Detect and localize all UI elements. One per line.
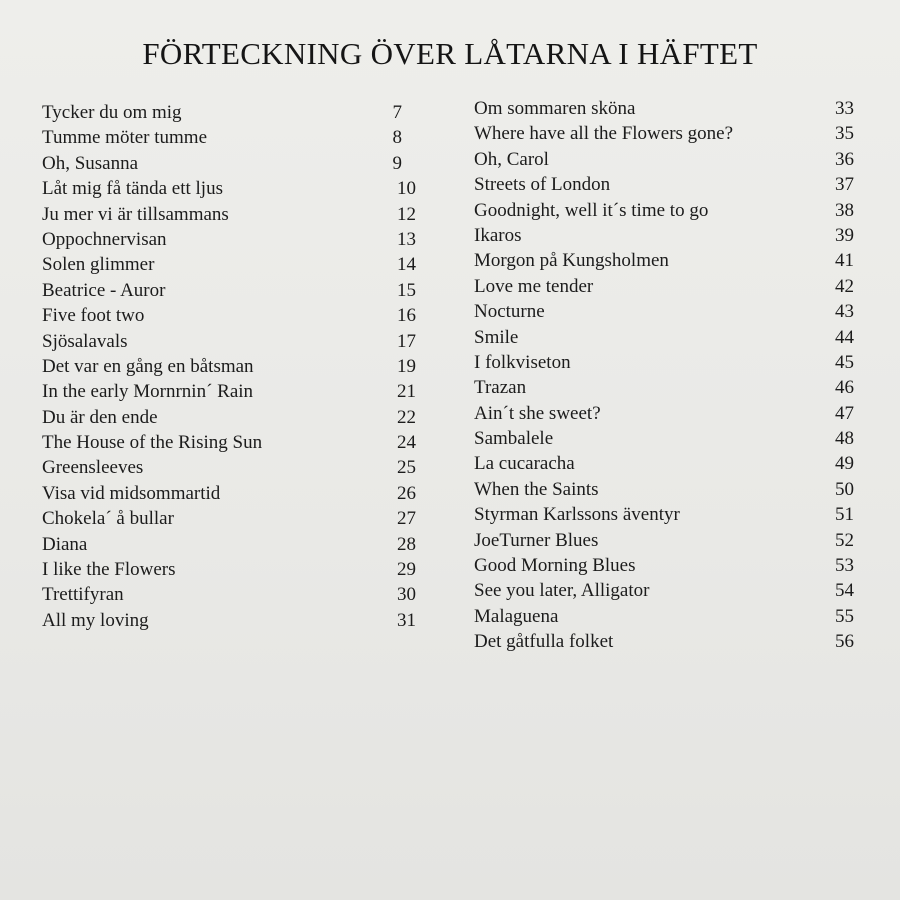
song-entry — [474, 96, 854, 121]
page-number: 38 — [835, 199, 854, 221]
song-entry — [474, 553, 854, 578]
song-entry — [474, 325, 854, 350]
page-number: 53 — [835, 555, 854, 577]
song-title: Sambalele — [474, 428, 554, 450]
song-title: The House of the Rising Sun — [42, 432, 263, 454]
song-title: Diana — [42, 533, 88, 555]
song-entry — [474, 223, 854, 248]
page-number: 47 — [835, 402, 854, 424]
song-title: In the early Mornrnin´ Rain — [42, 381, 254, 403]
song-title: Tumme möter tumme — [42, 127, 208, 149]
song-title: Styrman Karlssons äventyr — [474, 504, 680, 526]
song-title: Oh, Carol — [474, 148, 549, 170]
song-entry — [42, 125, 416, 150]
song-entry — [42, 532, 416, 557]
song-title: Oh, Susanna — [42, 152, 139, 174]
song-entry — [42, 303, 416, 328]
song-entry — [42, 455, 416, 480]
page-number: 50 — [835, 478, 854, 500]
song-entry — [474, 502, 854, 527]
song-title: When the Saints — [474, 478, 599, 500]
page-number: 39 — [835, 224, 854, 246]
page-number: 29 — [397, 559, 416, 581]
song-title: Solen glimmer — [42, 254, 155, 276]
song-title: Streets of London — [474, 174, 611, 196]
song-entry — [474, 248, 854, 273]
song-entry — [42, 379, 416, 404]
song-entry — [474, 375, 854, 400]
song-title: Ikaros — [474, 224, 522, 246]
song-title: Love me tender — [474, 275, 594, 297]
song-entry — [474, 147, 854, 172]
song-title: I like the Flowers — [42, 559, 176, 581]
page-title: FÖRTECKNING ÖVER LÅTARNA I HÄFTET — [142, 36, 758, 71]
page-number: 9 — [392, 152, 402, 174]
song-entry — [42, 100, 416, 125]
song-title: Chokela´ å bullar — [42, 508, 174, 530]
song-entry — [474, 121, 854, 146]
page-number: 28 — [397, 533, 416, 555]
song-entry — [474, 451, 854, 476]
page-number: 41 — [835, 250, 854, 272]
page-number: 45 — [835, 351, 854, 373]
song-list-right — [474, 96, 854, 655]
song-title: I folkviseton — [474, 351, 571, 373]
song-entry — [474, 401, 854, 426]
song-entry — [474, 629, 854, 654]
song-title: Goodnight, well it´s time to go — [474, 199, 709, 221]
song-entry — [474, 299, 854, 324]
page-number: 27 — [397, 508, 416, 530]
song-title: Oppochnervisan — [42, 228, 167, 250]
song-title: Nocturne — [474, 301, 545, 323]
song-list-left — [42, 100, 416, 633]
page-number: 13 — [397, 228, 416, 250]
page-number: 46 — [835, 377, 854, 399]
song-title: See you later, Alligator — [474, 580, 650, 602]
song-title: Good Morning Blues — [474, 555, 636, 577]
song-entry — [42, 557, 416, 582]
song-entry — [42, 202, 416, 227]
page-number: 12 — [397, 203, 416, 225]
song-entry — [42, 405, 416, 430]
page-number: 43 — [835, 301, 854, 323]
song-entry — [474, 477, 854, 502]
song-entry — [42, 506, 416, 531]
page-number: 17 — [397, 330, 416, 352]
song-title: Ain´t she sweet? — [474, 402, 601, 424]
song-title: Where have all the Flowers gone? — [474, 123, 734, 145]
page-number: 51 — [835, 504, 854, 526]
page-number: 15 — [397, 279, 416, 301]
page-number: 31 — [397, 609, 416, 631]
song-entry — [474, 198, 854, 223]
song-title: Visa vid midsommartid — [42, 482, 221, 504]
song-entry — [42, 151, 416, 176]
song-entry — [42, 252, 416, 277]
song-entry — [42, 354, 416, 379]
page-number: 22 — [397, 406, 416, 428]
page-number: 52 — [835, 529, 854, 551]
page-number: 54 — [835, 580, 854, 602]
song-title: Five foot two — [42, 305, 145, 327]
page-number: 37 — [835, 174, 854, 196]
page-number: 19 — [397, 355, 416, 377]
page-number: 7 — [392, 102, 402, 123]
song-entry — [474, 578, 854, 603]
song-title: Tycker du om mig — [42, 102, 182, 123]
song-title: Trettifyran — [42, 584, 124, 606]
page-number: 55 — [835, 605, 854, 627]
song-entry — [474, 604, 854, 629]
page-number: 24 — [397, 432, 416, 454]
page-number: 8 — [392, 127, 402, 149]
song-entry — [42, 176, 416, 201]
song-entry — [42, 227, 416, 252]
song-title: Trazan — [474, 377, 527, 399]
song-title: Du är den ende — [42, 406, 158, 428]
page-number: 33 — [835, 98, 854, 119]
page-number: 48 — [835, 428, 854, 450]
page-number: 25 — [397, 457, 416, 479]
page-number: 36 — [835, 148, 854, 170]
song-title: JoeTurner Blues — [474, 529, 599, 551]
page-number: 26 — [397, 482, 416, 504]
song-title: La cucaracha — [474, 453, 575, 475]
page-number: 30 — [397, 584, 416, 606]
song-title: Det var en gång en båtsman — [42, 355, 254, 377]
song-title: Beatrice - Auror — [42, 279, 166, 301]
song-entry — [42, 608, 416, 633]
song-entry — [474, 172, 854, 197]
song-entry — [42, 481, 416, 506]
song-title: Malaguena — [474, 605, 559, 627]
page-number: 21 — [397, 381, 416, 403]
song-title: Sjösalavals — [42, 330, 128, 352]
page-number: 14 — [397, 254, 416, 276]
song-entry — [42, 430, 416, 455]
page-number: 44 — [835, 326, 854, 348]
page-number: 10 — [397, 178, 416, 200]
song-entry — [42, 278, 416, 303]
song-title: Låt mig få tända ett ljus — [42, 178, 223, 200]
page-number: 16 — [397, 305, 416, 327]
song-title: Smile — [474, 326, 519, 348]
song-entry — [474, 274, 854, 299]
song-title: All my loving — [42, 609, 149, 631]
song-entry — [42, 582, 416, 607]
song-title: Om sommaren sköna — [474, 98, 636, 119]
song-entry — [42, 329, 416, 354]
song-entry — [474, 426, 854, 451]
page-number: 35 — [835, 123, 854, 145]
page-number: 42 — [835, 275, 854, 297]
song-entry — [474, 350, 854, 375]
song-title: Det gåtfulla folket — [474, 631, 614, 653]
song-entry — [474, 528, 854, 553]
song-title: Greensleeves — [42, 457, 144, 479]
song-title: Ju mer vi är tillsammans — [42, 203, 229, 225]
song-title: Morgon på Kungsholmen — [474, 250, 669, 272]
page-number: 49 — [835, 453, 854, 475]
page-number: 56 — [835, 631, 854, 653]
